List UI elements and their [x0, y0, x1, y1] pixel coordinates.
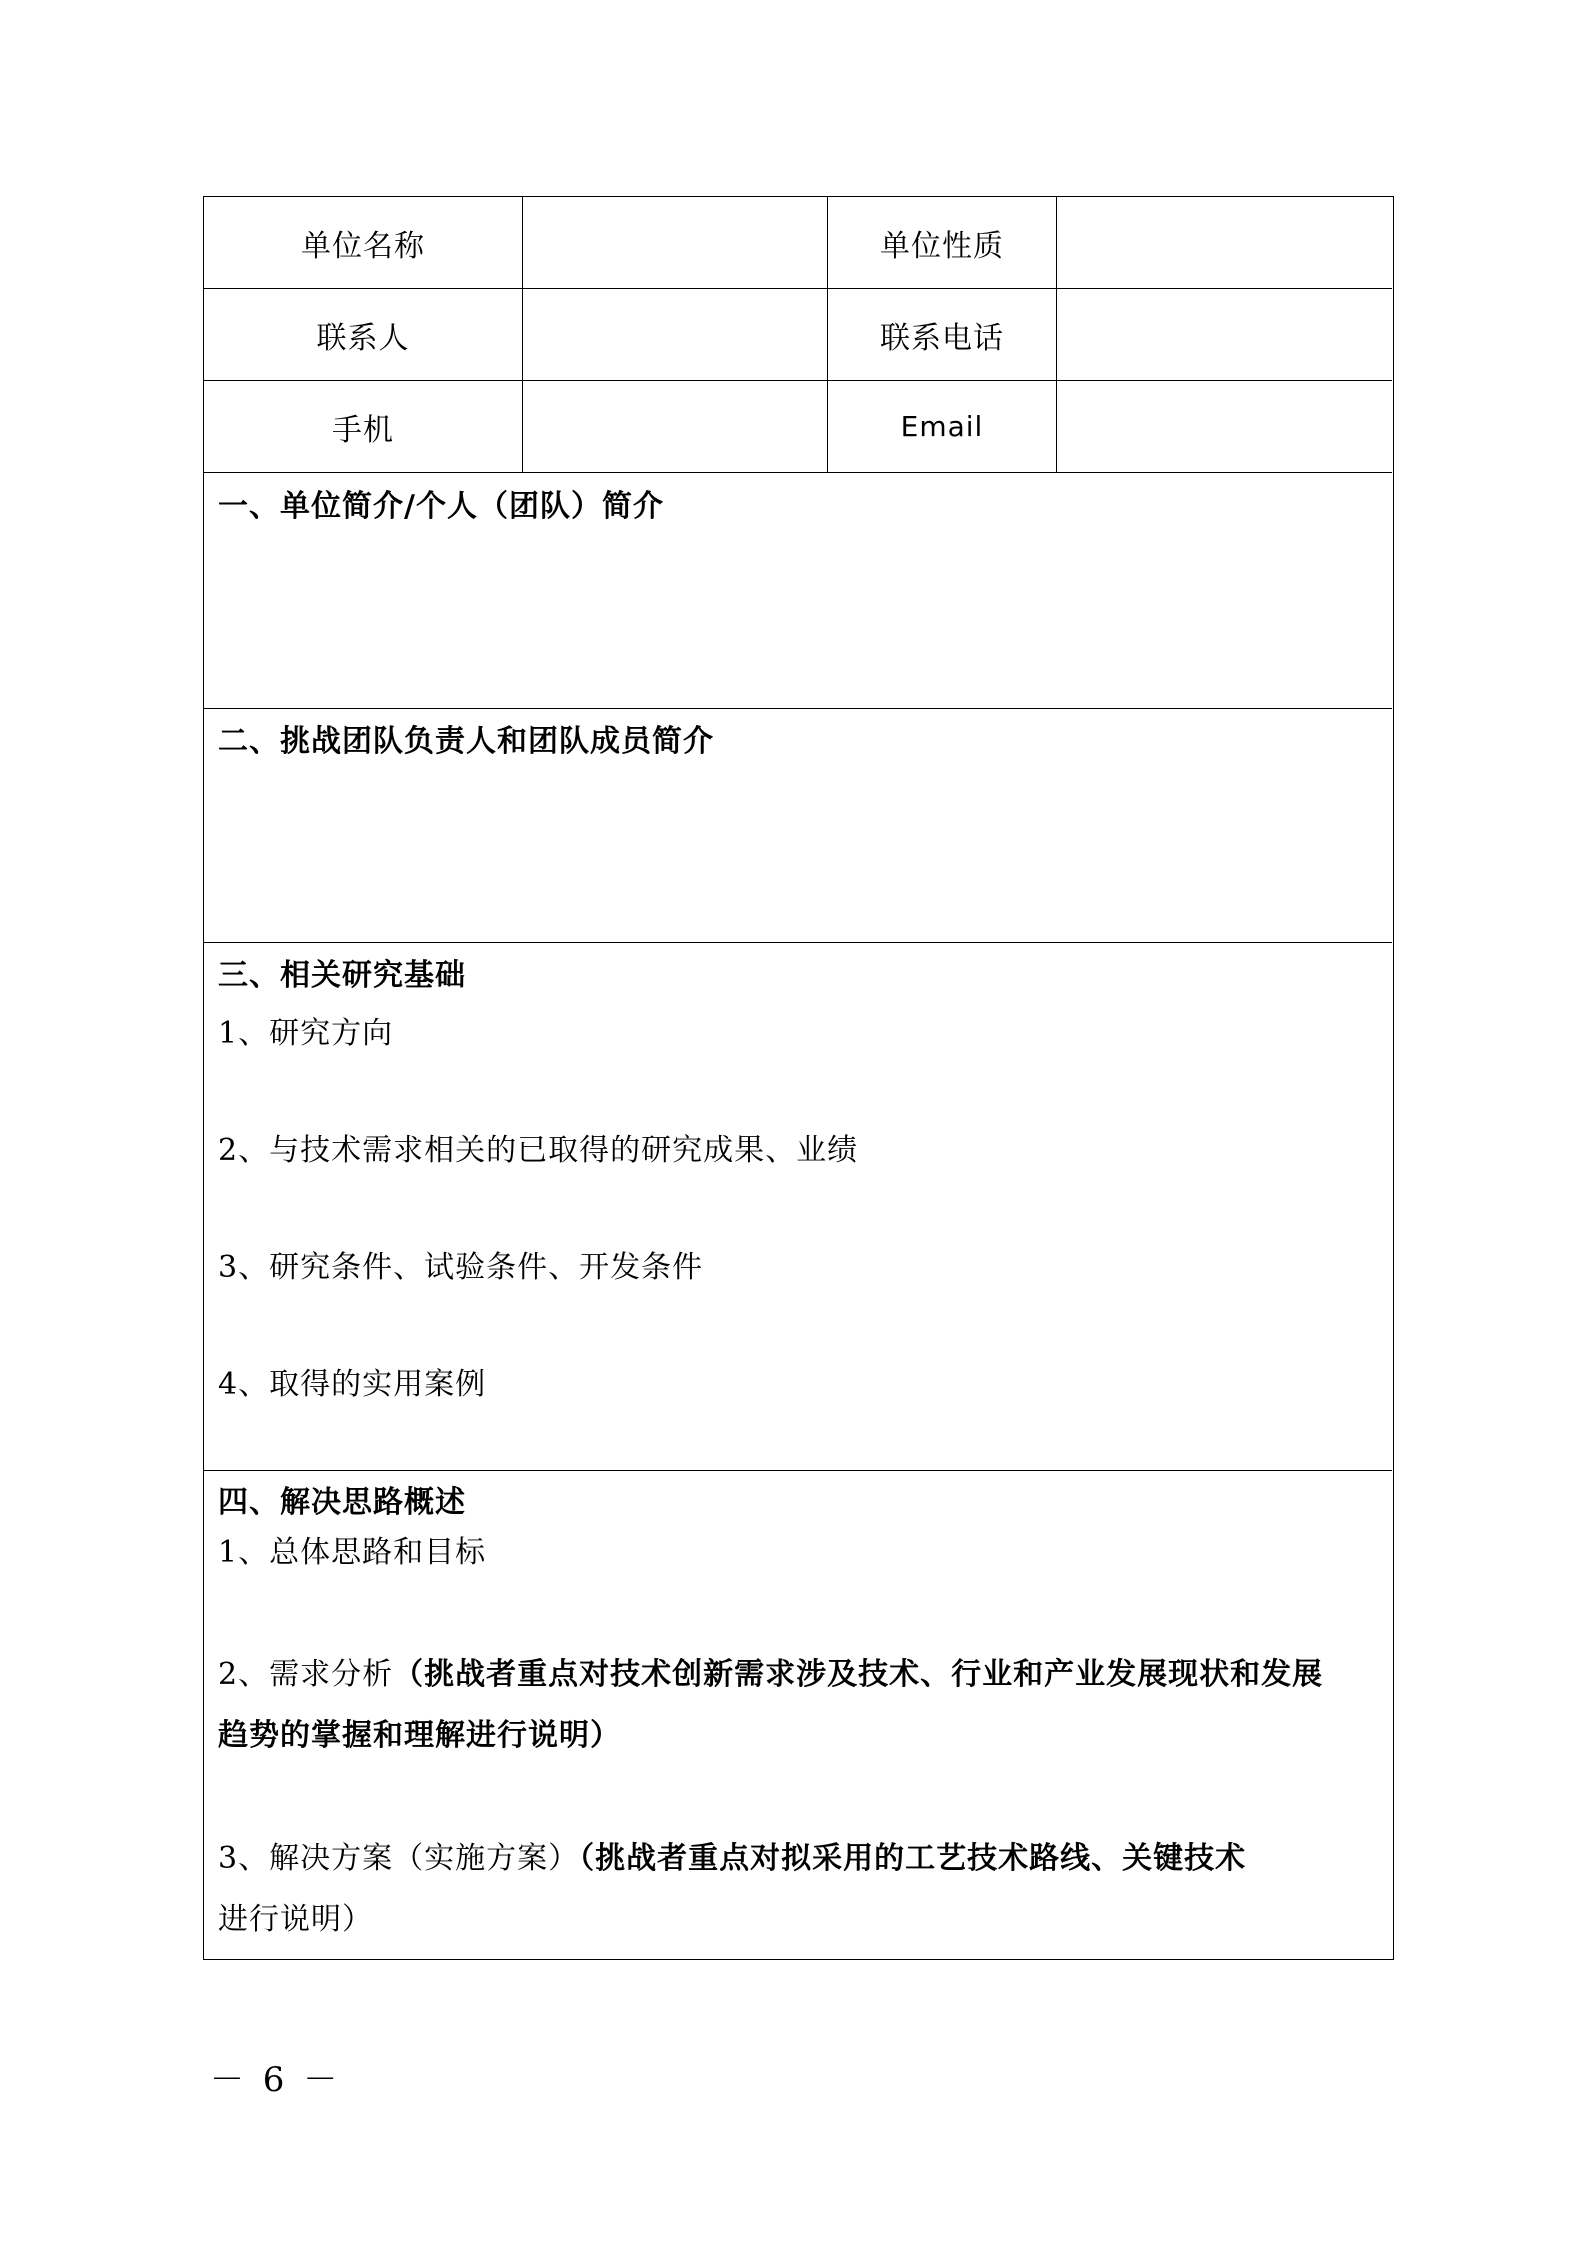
item-prefix: 2、需求分析 [218, 1657, 394, 1692]
row-divider [204, 472, 1392, 473]
list-item: 4、取得的实用案例 [218, 1367, 487, 1402]
mobile-label: 手机 [332, 412, 394, 448]
list-item: 1、总体思路和目标 [218, 1535, 487, 1570]
list-item: 1、研究方向 [218, 1016, 394, 1051]
item-note: （挑战者重点对技术创新需求涉及技术、行业和产业发展现状和发展 [393, 1657, 1324, 1692]
org-type-label: 单位性质 [880, 228, 1004, 264]
phone-label: 联系电话 [880, 320, 1004, 356]
row-divider [204, 942, 1392, 943]
item-note-continued: 进行说明） [218, 1902, 373, 1937]
col-divider [522, 197, 523, 473]
section-1-title: 一、单位简介/个人（团队）简介 [218, 489, 664, 524]
item-prefix: 3、解决方案（实施方案） [218, 1841, 580, 1876]
item-note-continued: 趋势的掌握和理解进行说明） [218, 1718, 621, 1753]
mobile-field[interactable] [524, 381, 826, 472]
col-divider [1056, 197, 1057, 473]
org-name-field[interactable] [524, 197, 826, 288]
email-label: Email [900, 410, 984, 443]
list-item: 3、研究条件、试验条件、开发条件 [218, 1250, 704, 1285]
row-divider [204, 708, 1392, 709]
section-4-title: 四、解决思路概述 [218, 1485, 466, 1520]
list-item [218, 1833, 1246, 1877]
email-field[interactable] [1058, 381, 1392, 472]
contact-field[interactable] [524, 289, 826, 380]
section-2-title: 二、挑战团队负责人和团队成员简介 [218, 724, 714, 759]
application-form [203, 196, 1394, 1960]
list-item: 2、与技术需求相关的已取得的研究成果、业绩 [218, 1133, 859, 1168]
row-divider [204, 1470, 1392, 1471]
item-note: （挑战者重点对拟采用的工艺技术路线、关键技术 [579, 1841, 1247, 1876]
section-3-title: 三、相关研究基础 [218, 958, 466, 993]
page-number: － 6 － [210, 2060, 342, 2100]
contact-label: 联系人 [316, 320, 410, 356]
list-item [218, 1649, 1323, 1693]
phone-field[interactable] [1058, 289, 1392, 380]
org-type-field[interactable] [1058, 197, 1392, 288]
org-name-label: 单位名称 [301, 228, 425, 264]
